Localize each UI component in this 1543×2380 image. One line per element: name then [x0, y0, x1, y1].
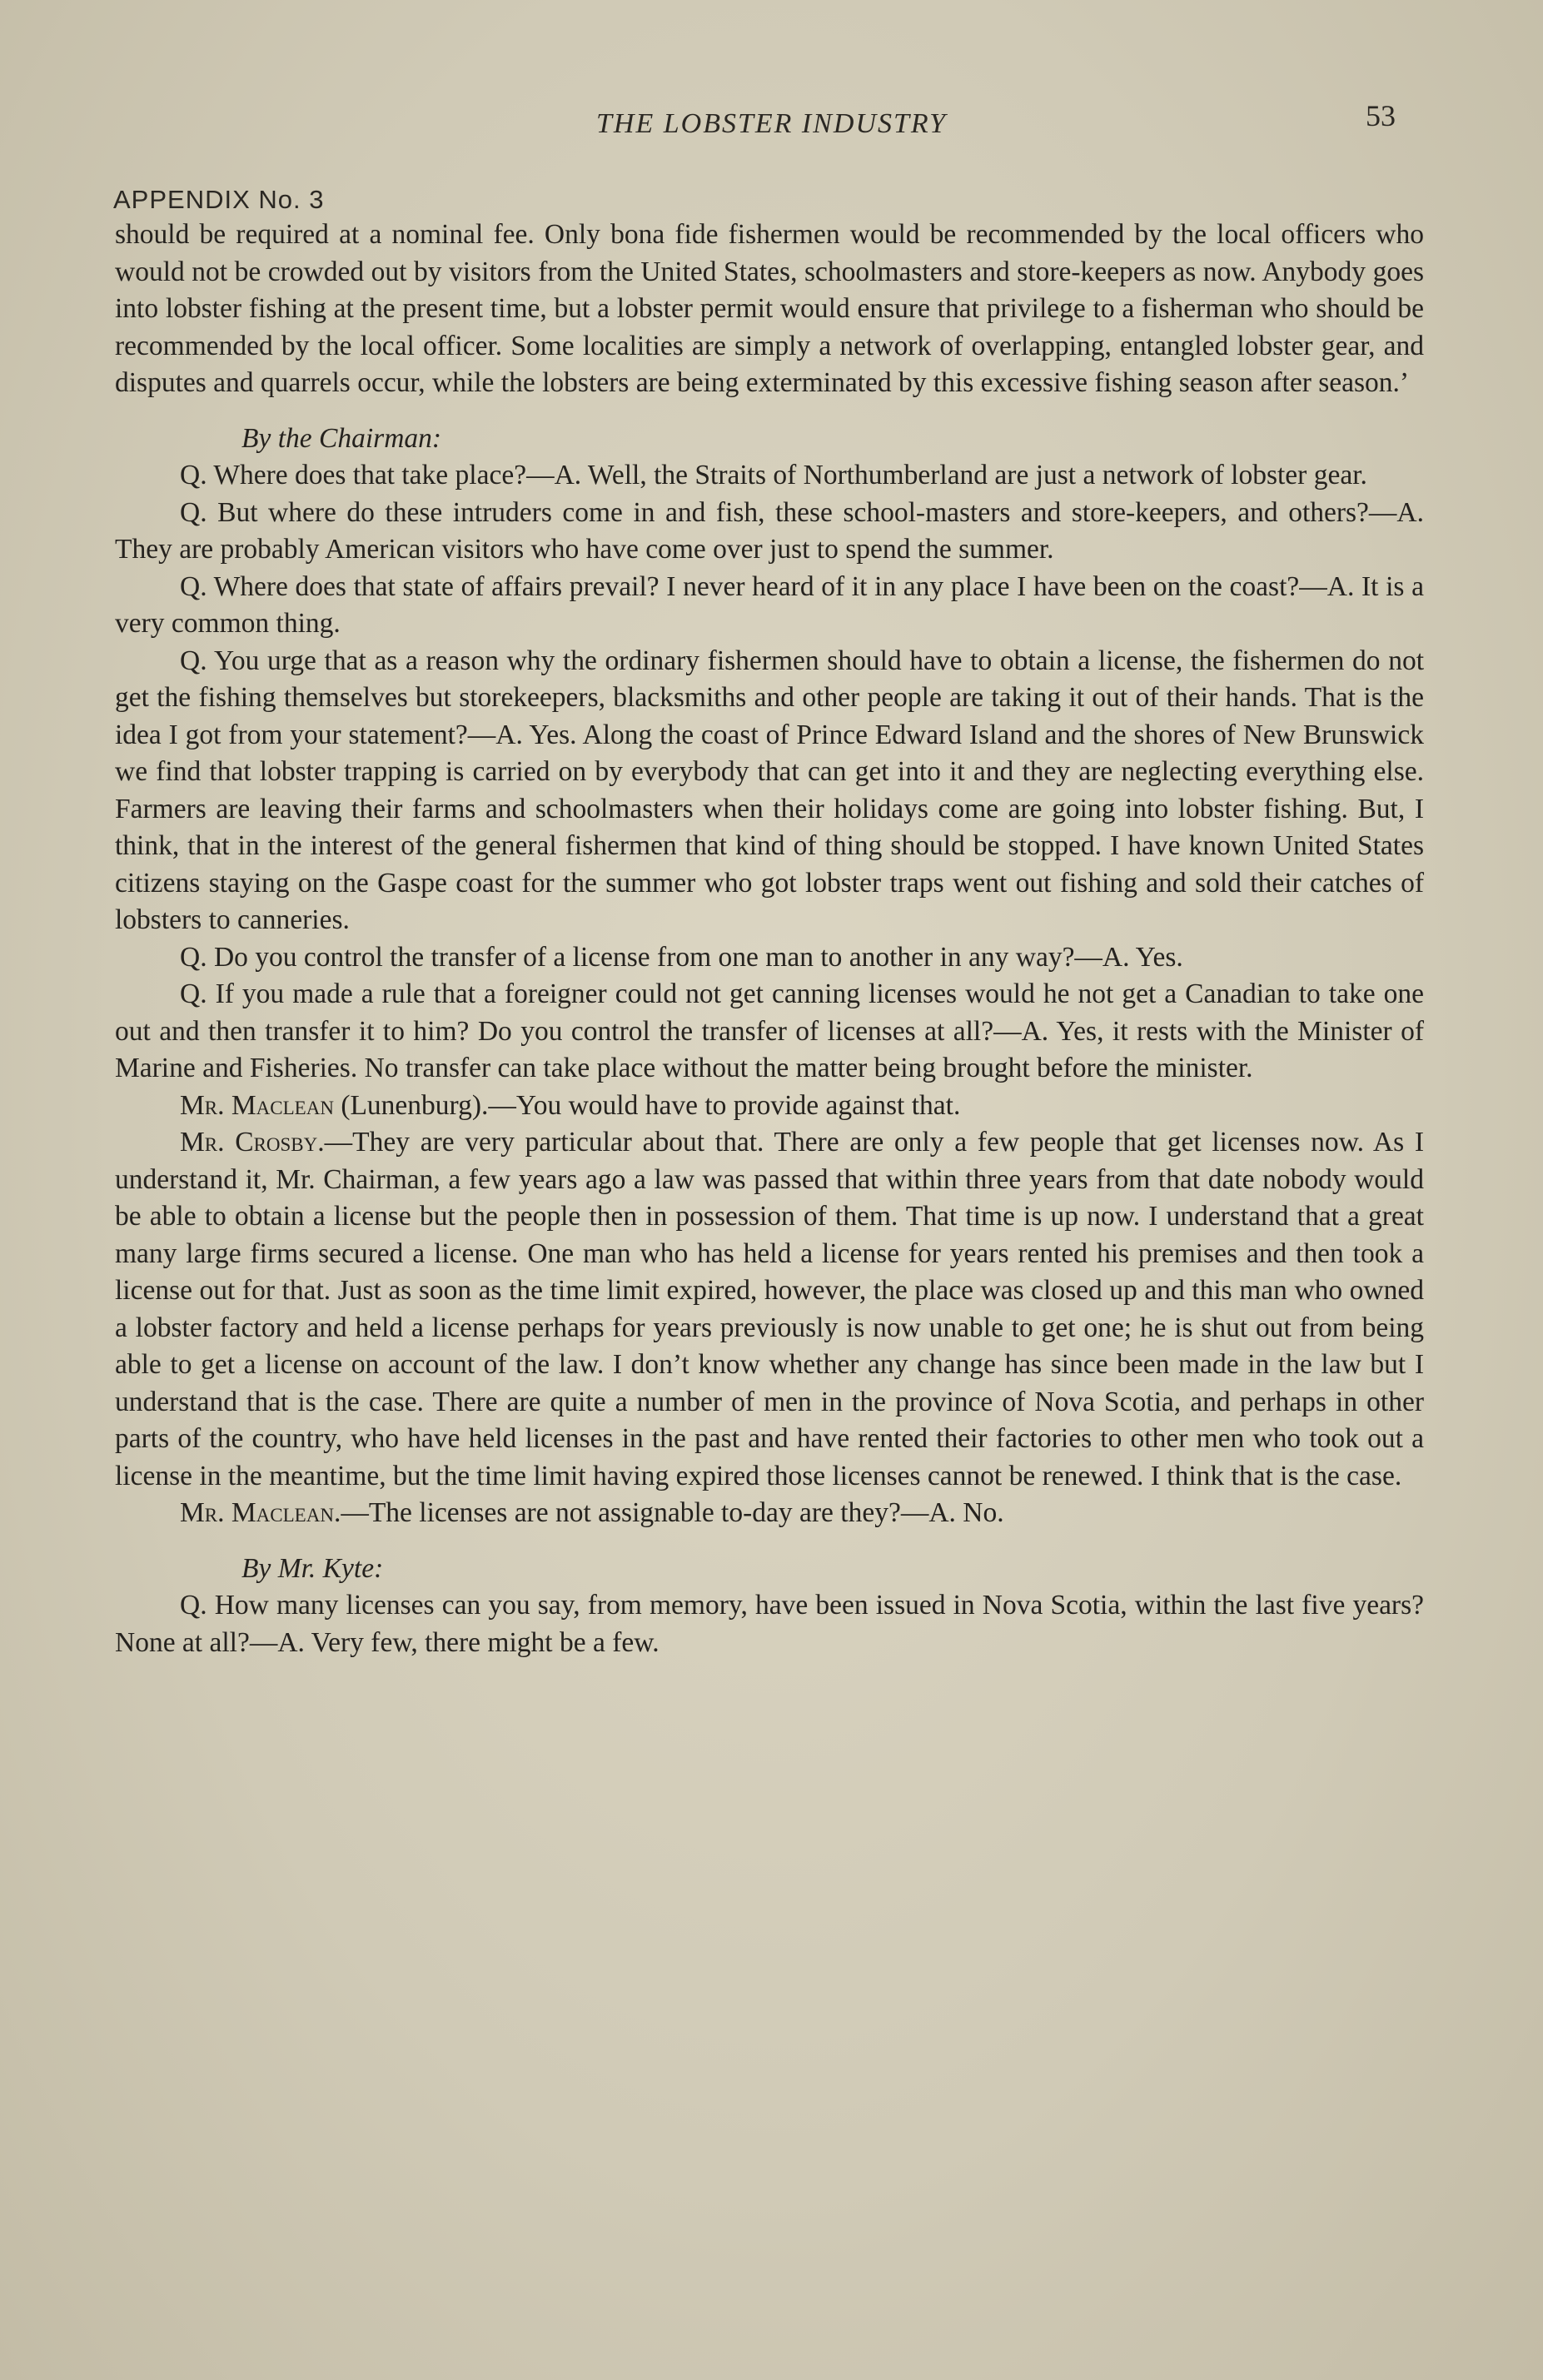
speaker-name: Mr. Maclean	[180, 1089, 334, 1121]
qa-paragraph: Q. Where does that state of affairs prevail? I never heard of it in any place I have been on the coast?—A. It is a very common thing.	[115, 570, 1424, 639]
running-head: THE LOBSTER INDUSTRY	[596, 108, 947, 139]
section-heading-chairman: By the Chairman:	[241, 422, 442, 454]
speaker-name: Mr. Maclean	[180, 1497, 334, 1528]
qa-paragraph: Q. If you made a rule that a foreigner could not get canning licenses would he not get a Canadian to take one out and then transfer it to him? Do you control the transfer of licenses at all?—A. Yes, it rests with the Minister of Marine and Fisheries. No transfer can take place without the matter being brought before the minister.	[115, 978, 1424, 1083]
qa-paragraph: Q. You urge that as a reason why the ordinary fishermen should have to obtain a license, the fishermen do not get the fishing themselves but storekeepers, blacksmiths and other people are taking it out of their hands. That is the idea I got from your statement?—A. Yes. Along the coast of Prince Edward Island and the shores of New Brunswick we find that lobster trapping is carried on by everybody that can get into it and they are neglecting everything else. Farmers are leaving their farms and schoolmasters when their holidays come are going into lobster fishing. But, I think, that in the interest of the general fishermen that kind of thing should be stopped. I have known United States citizens staying on the Gaspe coast for the summer who got lobster traps went out fishing and sold their catches of lobsters to canneries.	[115, 645, 1424, 935]
page-header	[0, 93, 1543, 143]
opening-paragraph: should be required at a nominal fee. Only bona fide fishermen would be recommended by the local officers who would not be crowded out by visitors from the United States, schoolmasters and store-keepers as now. Anybody goes into lobster fishing at the present time, but a lobster permit would ensure that privilege to a fisherman who should be recommended by the local officer. Some localities are simply a network of overlapping, entangled lobster gear, and disputes and quarrels occur, while the lobsters are being exterminated by this excessive fishing season after season.’	[115, 219, 1424, 398]
page-number: 53	[1366, 99, 1396, 132]
body-text	[115, 217, 1424, 1661]
speaker-name: Mr. Crosby	[180, 1127, 318, 1158]
section-heading-kyte: By Mr. Kyte:	[241, 1552, 384, 1584]
qa-paragraph: Q. Do you control the transfer of a license from one man to another in any way?—A. Yes.	[180, 941, 1183, 973]
speech-text: .—The licenses are not assignable to-day are they?—A. No.	[333, 1497, 1004, 1528]
speech-paragraph	[115, 1124, 1424, 1495]
qa-paragraph: Q. Where does that take place?—A. Well, the Straits of Northumberland are just a network of lobster gear.	[180, 460, 1367, 490]
speech-paragraph	[115, 1495, 1424, 1532]
speech-text: .—They are very particular about that. There are only a few people that get licenses now. As I understand it, Mr. Chairman, a few years ago a law was passed that within three years from that date nobody would be able to obtain a license but the people then in possession of them. That time is up now. I understand that a great many large firms secured a license. One man who has held a license for years rented his premises and then took a license out for that. Just as soon as the time limit expired, however, the place was closed up and this man who owned a lobster factory and held a license perhaps for years previously is now unable to get one; he is shut out from being able to get a license on account of the law. I don’t know whether any change has since been made in the law but I understand that is the case. There are quite a number of men in the province of Nova Scotia, and perhaps in other parts of the country, who have held licenses in the past and have rented their factories to other men who took out a license in the meantime, but the time limit having expired those licenses cannot be renewed. I think that is the case.	[115, 1127, 1424, 1491]
speech-text: (Lunenburg).—You would have to provide against that.	[333, 1089, 961, 1121]
appendix-label: APPENDIX No. 3	[113, 185, 325, 214]
qa-paragraph: Q. But where do these intruders come in and fish, these school-masters and store-keepers, and others?—A. They are probably American visitors who have come over just to spend the summer.	[115, 496, 1424, 565]
speech-paragraph	[115, 1088, 1424, 1125]
qa-paragraph: Q. How many licenses can you say, from memory, have been issued in Nova Scotia, within the last five years? None at all?—A. Very few, there might be a few.	[115, 1590, 1424, 1658]
